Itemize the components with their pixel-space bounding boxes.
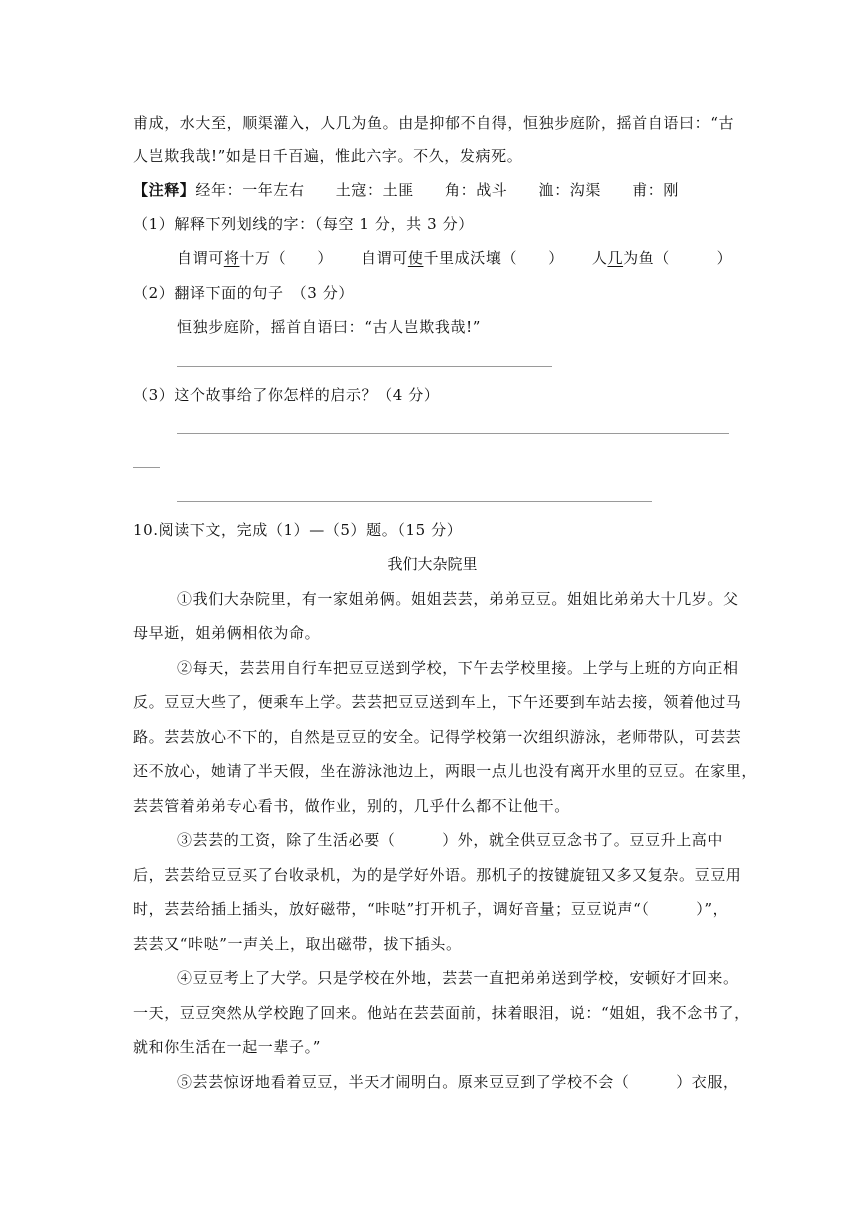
question-3-prompt: （3）这个故事给了你怎样的启示？（4 分） — [133, 386, 440, 404]
q1-item-a: 自谓可将十万（ ） — [177, 249, 334, 267]
annotations-label: 【注释】 — [133, 181, 196, 199]
passage-title: 我们大杂院里 — [387, 555, 478, 573]
annotations — [133, 180, 679, 200]
underlined-char: 几 — [607, 249, 624, 267]
q1-item-b: 自谓可使千里成沃壤（ ） — [361, 249, 564, 267]
paragraph-2-line: 芸芸管着弟弟专心看书，做作业，别的，几乎什么都不让他干。 — [133, 797, 570, 815]
question-1-items — [177, 248, 732, 268]
paragraph-5-line: ⑤芸芸惊讶地看着豆豆，半天才闹明白。原来豆豆到了学校不会（ ）衣服， — [177, 1073, 739, 1091]
paragraph-3-line: 芸芸又“咔哒”一声关上，取出磁带，拔下插头。 — [133, 935, 462, 953]
answer-line[interactable] — [177, 501, 652, 502]
q1-item-c: 人几为鱼（ ） — [591, 249, 733, 267]
paragraph-4-line: 就和你生活在一起一辈子。” — [133, 1038, 321, 1056]
underlined-char: 使 — [407, 249, 424, 267]
question-2-prompt: （2）翻译下面的句子 （3 分） — [133, 284, 354, 302]
paragraph-2-line: 路。芸芸放心不下的，自然是豆豆的安全。记得学校第一次组织游泳，老师带队，可芸芸 — [133, 728, 742, 746]
answer-line[interactable] — [177, 433, 729, 434]
underlined-char: 将 — [223, 249, 240, 267]
paragraph-3-line: 后，芸芸给豆豆买了台收录机，为的是学好外语。那机子的按键旋钮又多又复杂。豆豆用 — [133, 866, 742, 884]
paragraph-1-line: 母早逝，姐弟俩相依为命。 — [133, 624, 321, 642]
question-1-prompt: （1）解释下列划线的字：（每空 1 分，共 3 分） — [133, 215, 474, 233]
answer-line[interactable] — [177, 366, 552, 367]
story-line-1: 甫成，水大至，顺渠灌入，人几为鱼。由是抑郁不自得，恒独步庭阶，摇首自语曰：“古 — [133, 114, 735, 132]
paragraph-4-line: ④豆豆考上了大学。只是学校在外地，芸芸一直把弟弟送到学校，安顿好才回来。 — [177, 969, 739, 987]
question-2-sentence: 恒独步庭阶，摇首自语曰：“古人岂欺我哉!” — [177, 318, 481, 336]
paragraph-1-line: ①我们大杂院里，有一家姐弟俩。姐姐芸芸，弟弟豆豆。姐姐比弟弟大十几岁。父 — [177, 590, 739, 608]
annotations-items: 经年：一年左右 土寇：土匪 角：战斗 洫：沟渠 甫：刚 — [195, 181, 680, 199]
question-10-prompt: 10.阅读下文，完成（1）—（5）题。（15 分） — [133, 521, 463, 539]
paragraph-2-line: ②每天，芸芸用自行车把豆豆送到学校，下午去学校里接。上学与上班的方向正相 — [177, 659, 739, 677]
paragraph-2-line: 反。豆豆大些了，便乘车上学。芸芸把豆豆送到车上，下午还要到车站去接，领着他过马 — [133, 693, 742, 711]
paragraph-3-line: 时，芸芸给插上插头，放好磁带，“咔哒”打开机子，调好音量；豆豆说声“（ ）”， — [133, 900, 729, 918]
answer-line[interactable] — [133, 467, 160, 468]
paragraph-2-line: 还不放心，她请了半天假，坐在游泳池边上，两眼一点儿也没有离开水里的豆豆。在家里， — [133, 762, 758, 780]
story-line-2: 人岂欺我哉!”如是日千百遍，惟此六字。不久，发病死。 — [133, 147, 523, 165]
paragraph-4-line: 一天，豆豆突然从学校跑了回来。他站在芸芸面前，抹着眼泪，说：“姐姐，我不念书了， — [133, 1004, 750, 1022]
paragraph-3-line: ③芸芸的工资，除了生活必要（ ）外，就全供豆豆念书了。豆豆升上高中 — [177, 831, 724, 849]
